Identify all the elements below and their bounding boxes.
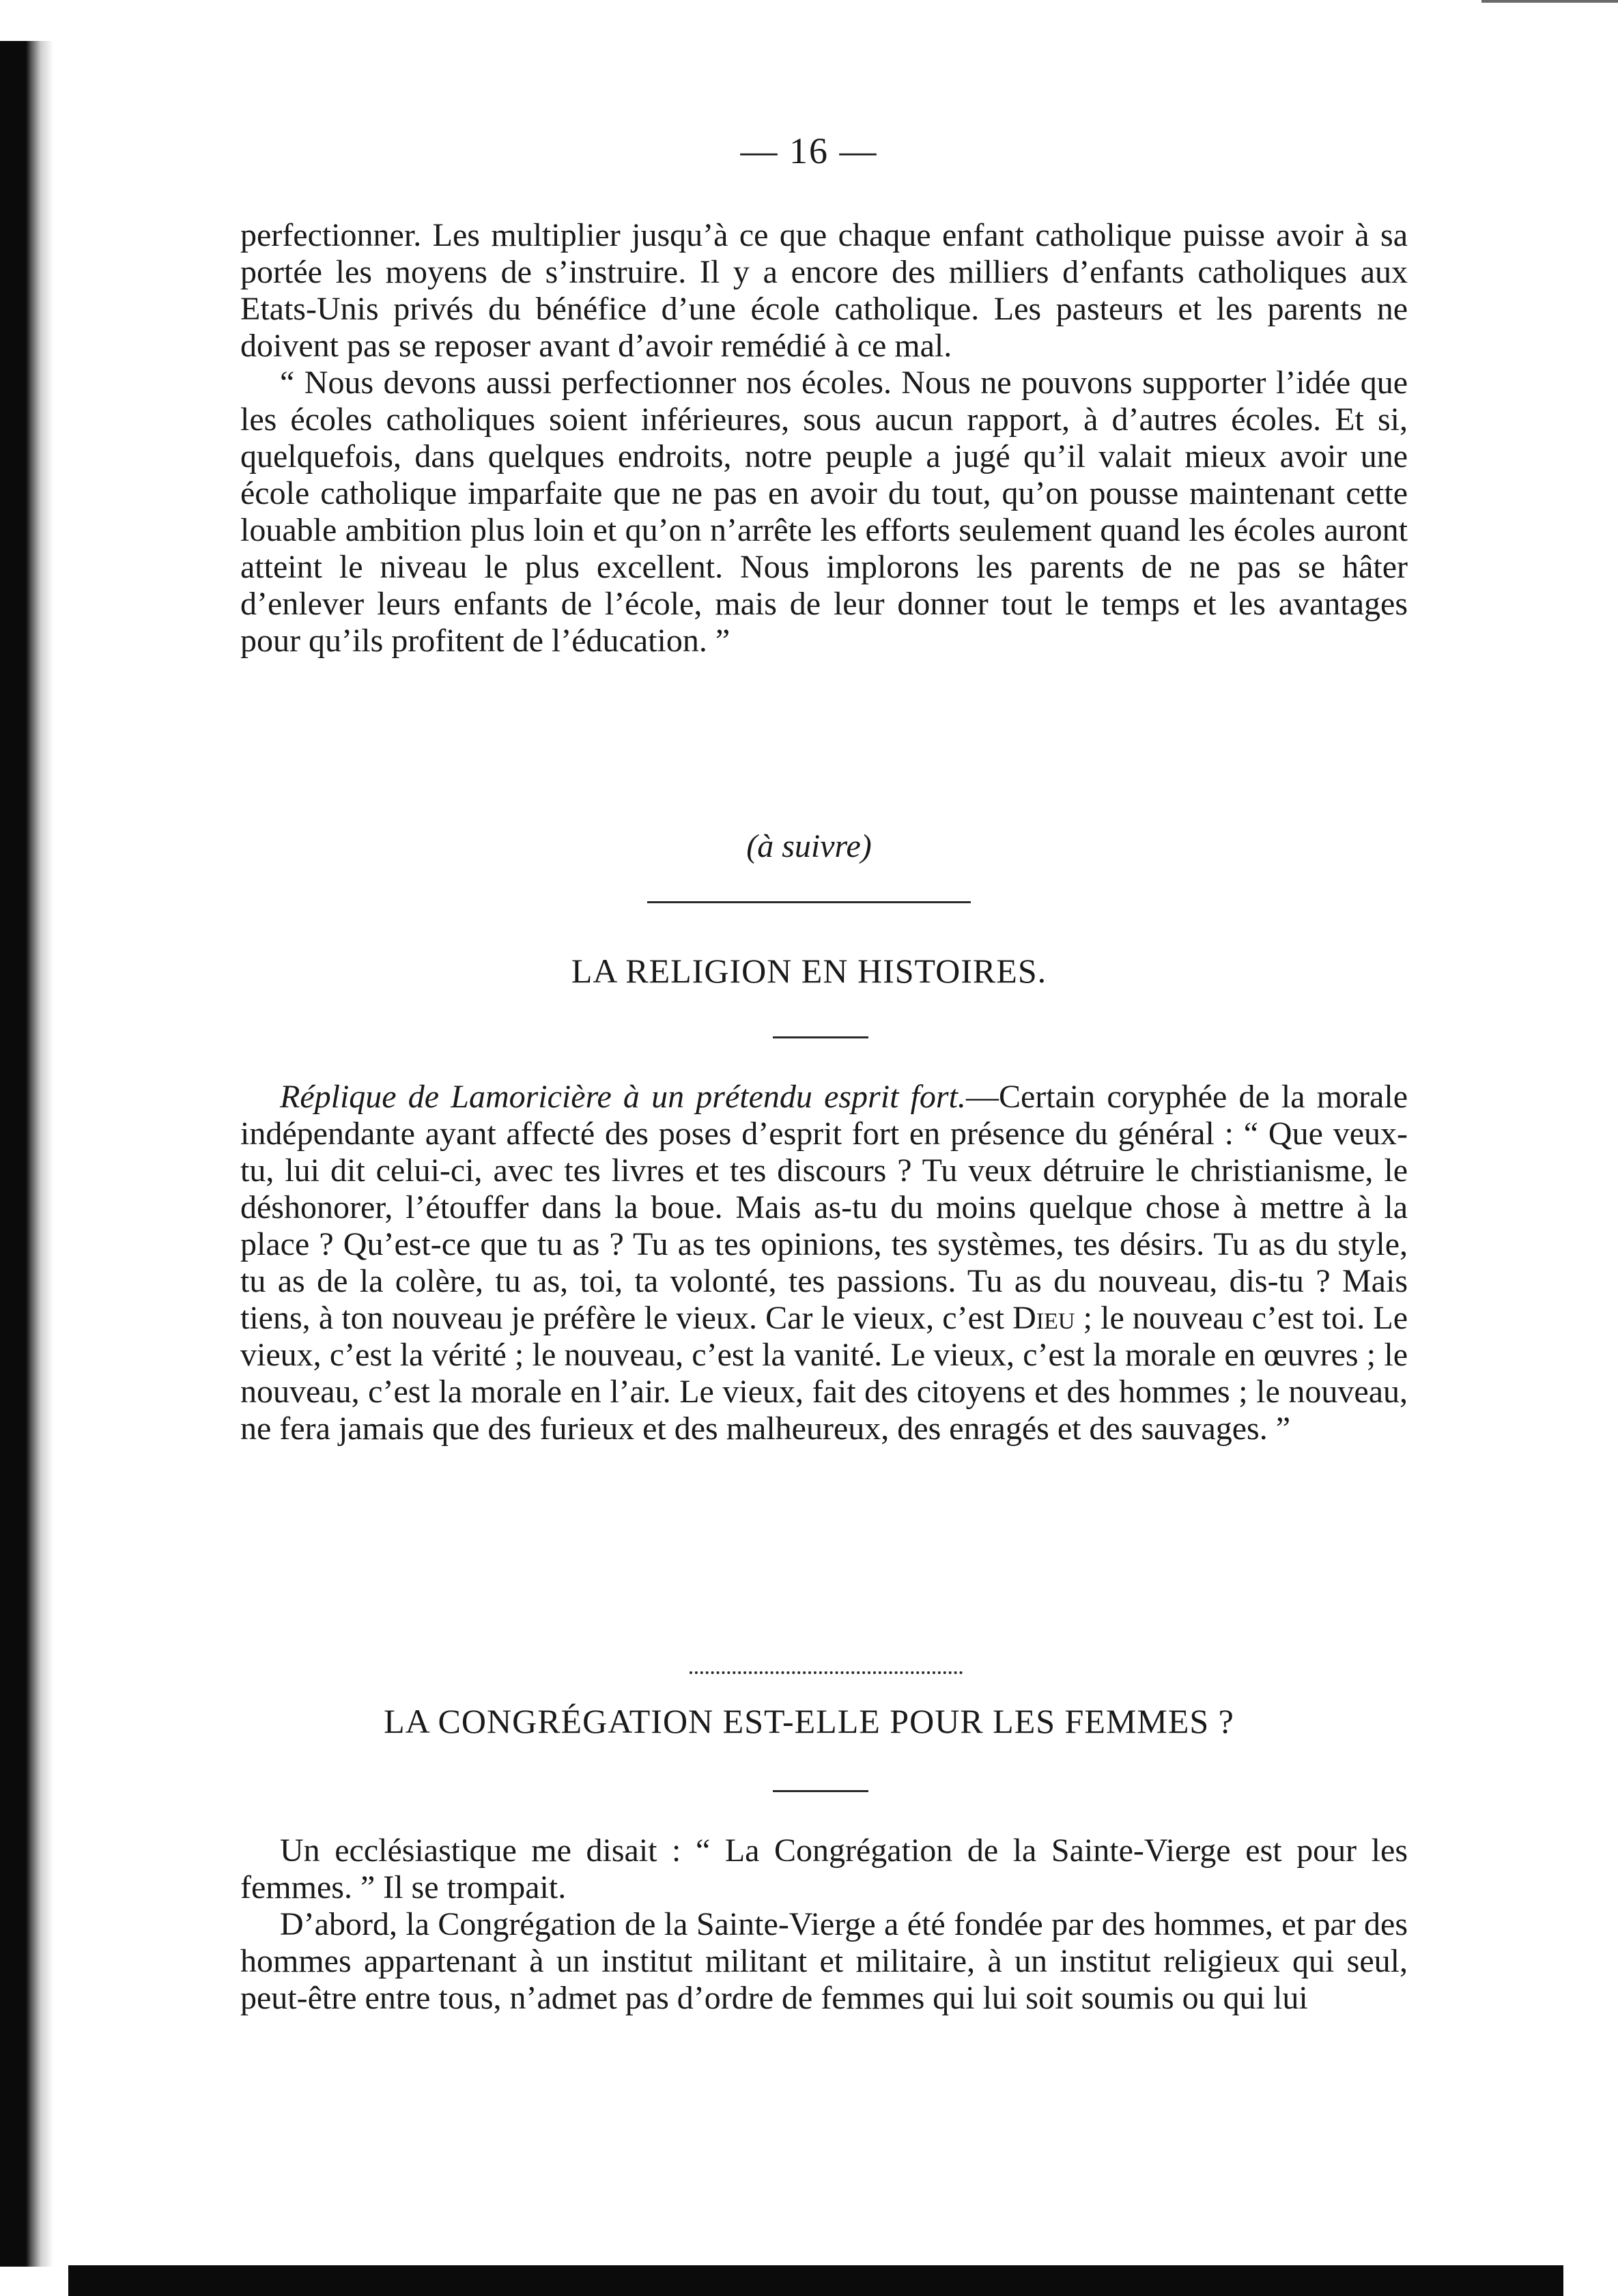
scan-edge-top-rule (1481, 0, 1618, 3)
congregation-paragraph-1: Un ecclésiastique me disait : “ La Congrégation de la Sainte-Vierge est pour les femmes. ” Il se trompait. (240, 1832, 1408, 1905)
section-heading-religion: LA RELIGION EN HISTOIRES. (571, 952, 1047, 990)
to-be-continued-note: (à suivre) (746, 828, 872, 864)
dotted-divider (690, 1671, 963, 1674)
anecdote-dieu: Dieu (1012, 1300, 1075, 1336)
anecdote-body-end: ; le nouveau c’est toi. Le vieux, c’est la vérité ; le nouveau, c’est la vanité. Le vieux, c’est la morale en œuvres ; le nouveau, c’est la morale en l’air. Le vieux, fait des citoyens et des hommes ; le nouveau, ne fera jamais que des furieux et des malheureux, des enragés et des sauvages. ” (240, 1300, 1408, 1447)
heading-underline (773, 1036, 868, 1038)
anecdote-body-start: —Certain coryphée de la morale indépendante ayant affecté des poses d’esprit fort en présence du général : “ Que veux-tu, lui dit celui-ci, avec tes livres et tes discours ? Tu veux détruire le christianisme, le déshonorer, l’étouffer dans la boue. Mais as-tu du moins quelque chose à mettre à la place ? Qu’est-ce que tu as ? Tu as tes opinions, tes systèmes, tes désirs. Tu as du style, tu as de la colère, tu as, toi, ta volonté, tes passions. Tu as du nouveau, dis-tu ? Mais tiens, à ton nouveau je préfère le vieux. Car le vieux, c’est (240, 1079, 1408, 1336)
scan-bottom-edge (68, 2265, 1563, 2296)
heading-underline-2 (773, 1790, 868, 1792)
section-heading-congregation: LA CONGRÉGATION EST-ELLE POUR LES FEMMES ? (384, 1702, 1234, 1740)
scan-binding-edge (0, 41, 53, 2267)
page-number: — 16 — (740, 130, 878, 171)
paragraph-continued: perfectionner. Les multiplier jusqu’à ce que chaque enfant catholique puisse avoir à sa portée les moyens de s’instruire. Il y a encore des milliers d’enfants catholiques aux Etats-Unis privés du bénéfice d’une école catholique. Les pasteurs et les parents ne doivent pas se reposer avant d’avoir remédié à ce mal. (240, 217, 1408, 364)
section-divider (647, 901, 971, 903)
anecdote-text (240, 1079, 1408, 1447)
paragraph-quote: “ Nous devons aussi perfectionner nos écoles. Nous ne pouvons supporter l’idée que les écoles catholiques soient inférieures, sous aucun rapport, à d’autres écoles. Et si, quelquefois, dans quelques endroits, notre peuple a jugé qu’il valait mieux avoir une école catholique imparfaite que ne pas en avoir du tout, qu’on pousse maintenant cette louable ambition plus loin et qu’on n’arrête les efforts seulement quand les écoles auront atteint le niveau le plus excellent. Nous implorons les parents de ne pas se hâter d’enlever leurs enfants de l’école, mais de leur donner tout le temps et les avantages pour qu’ils profitent de l’éducation. ” (240, 365, 1408, 659)
anecdote-lead: Réplique de Lamoricière à un prétendu esprit fort. (280, 1079, 966, 1115)
section-continuation-text (240, 217, 1408, 660)
congregation-text (240, 1832, 1408, 2017)
congregation-paragraph-2: D’abord, la Congrégation de la Sainte-Vierge a été fondée par des hommes, et par des hommes appartenant à un institut militant et militaire, à un institut religieux qui seul, peut-être entre tous, n’admet pas d’ordre de femmes qui lui soit soumis ou qui lui (240, 1906, 1408, 2016)
anecdote-paragraph (240, 1079, 1408, 1447)
